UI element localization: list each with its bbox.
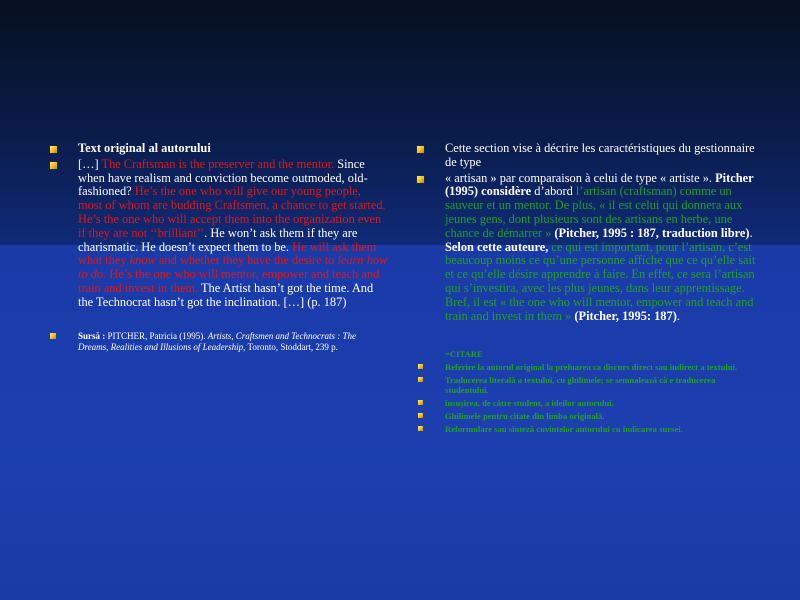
source-title: Artists, Craftsmen and Technocrats : The Dreams, Realities and Illusions of Leadership bbox=[78, 330, 356, 352]
citare-item-text: Referire la autorul original la preluarea ca discurs direct sau indirect a textului. bbox=[445, 362, 738, 373]
left-column bbox=[48, 142, 388, 353]
quote-text-red: He’s the one who will give our young people, most of whom are budding Craftsmen, a chance to get started. He’s the one who will accept them into the organization even if they are not ‘‘brilliant’’ bbox=[78, 184, 386, 240]
source-citation bbox=[48, 331, 388, 353]
citare-item bbox=[415, 375, 760, 395]
citare-item-text: însușirea, de către student, a ideilor autorului. bbox=[445, 398, 614, 409]
quote-text-red-italic: learn how to do bbox=[78, 253, 388, 282]
para-text: . bbox=[749, 225, 753, 240]
intro-text: Cette section vise à décrire les caractéristiques du gestionnaire de type bbox=[445, 141, 755, 169]
quote-text-red: The Craftsman is the preserver and the mentor. bbox=[101, 156, 335, 171]
para-text: . bbox=[676, 308, 680, 323]
source-label: Sursă : bbox=[78, 330, 106, 341]
para-text: « artisan » par comparaison à celui de type « artiste ». bbox=[445, 170, 716, 185]
citare-item-text: Traducerea literală a textului, cu ghilimele; se semnalează că e traducerea studentului. bbox=[445, 375, 716, 396]
original-quote bbox=[48, 158, 388, 310]
citare-item bbox=[415, 398, 760, 408]
citare-item bbox=[415, 411, 760, 421]
para-text: d’abord bbox=[531, 184, 576, 199]
quote-text: Since when have realism and conviction become outmoded, old-fashioned? bbox=[78, 156, 368, 199]
quote-text-red-italic: know bbox=[129, 253, 156, 268]
source-publisher: , Toronto, Stoddart, 239 p. bbox=[243, 341, 338, 352]
citare-item-text: Ghilimele pentru citate din limba originală. bbox=[445, 411, 605, 422]
quote-text-red: He will ask them what they bbox=[78, 239, 377, 268]
quote-text-red: and whether they have the desire to bbox=[155, 253, 338, 268]
paraphrase-bullet bbox=[415, 172, 760, 324]
citare-title bbox=[415, 349, 760, 359]
quote-text: […] bbox=[78, 156, 102, 171]
quote-text: The Artist hasn’t got the time. And the Technocrat hasn’t got the inclination. […] (p. 187) bbox=[78, 280, 374, 309]
citare-title-text: =CITARE bbox=[445, 349, 483, 360]
para-text-green: ce qui est important, pour l’artisan, c’est beaucoup moins ce qu’une personne affiche que ce qu’elle sait et ce qu’elle désire apprendre à faire. En effet, ce sera l’artisan qui s’investira, avec les plus jeunes, dans leur apprentissage. Bref, il est « the one who will mentor, empower and teach and train and invest in them » bbox=[445, 239, 756, 323]
original-text-heading bbox=[48, 142, 388, 156]
para-text-bold: Pitcher (1995) considère bbox=[445, 170, 754, 199]
para-text-bold: (Pitcher, 1995: 187) bbox=[571, 308, 677, 323]
para-text-bold: Selon cette auteure, bbox=[445, 239, 549, 254]
intro-bullet bbox=[415, 142, 760, 170]
right-column bbox=[415, 142, 760, 437]
quote-text: . He won’t ask them if they are charismatic. He doesn’t expect them to be. bbox=[78, 225, 358, 254]
citare-item bbox=[415, 424, 760, 434]
para-text-bold: (Pitcher, 1995 : 187, traduction libre) bbox=[551, 225, 750, 240]
para-text-green: l’artisan (craftsman) comme un sauveur et un mentor. De plus, « il est celui qui donnera aux jeunes gens, dont plusieurs sont des artisans en herbe, une chance de démarrer » bbox=[445, 184, 743, 240]
quote-text-red: . He’s the one who will mentor, empower and teach and train and invest in them. bbox=[78, 267, 380, 295]
citare-item-text: Reformulare sau sinteză cuvintelor autorului cu indicarea sursei. bbox=[445, 424, 683, 435]
heading-text: Text original al autorului bbox=[78, 141, 211, 155]
citare-list bbox=[415, 349, 760, 434]
source-author: PITCHER, Patricia (1995). bbox=[105, 330, 208, 341]
citare-item bbox=[415, 362, 760, 372]
